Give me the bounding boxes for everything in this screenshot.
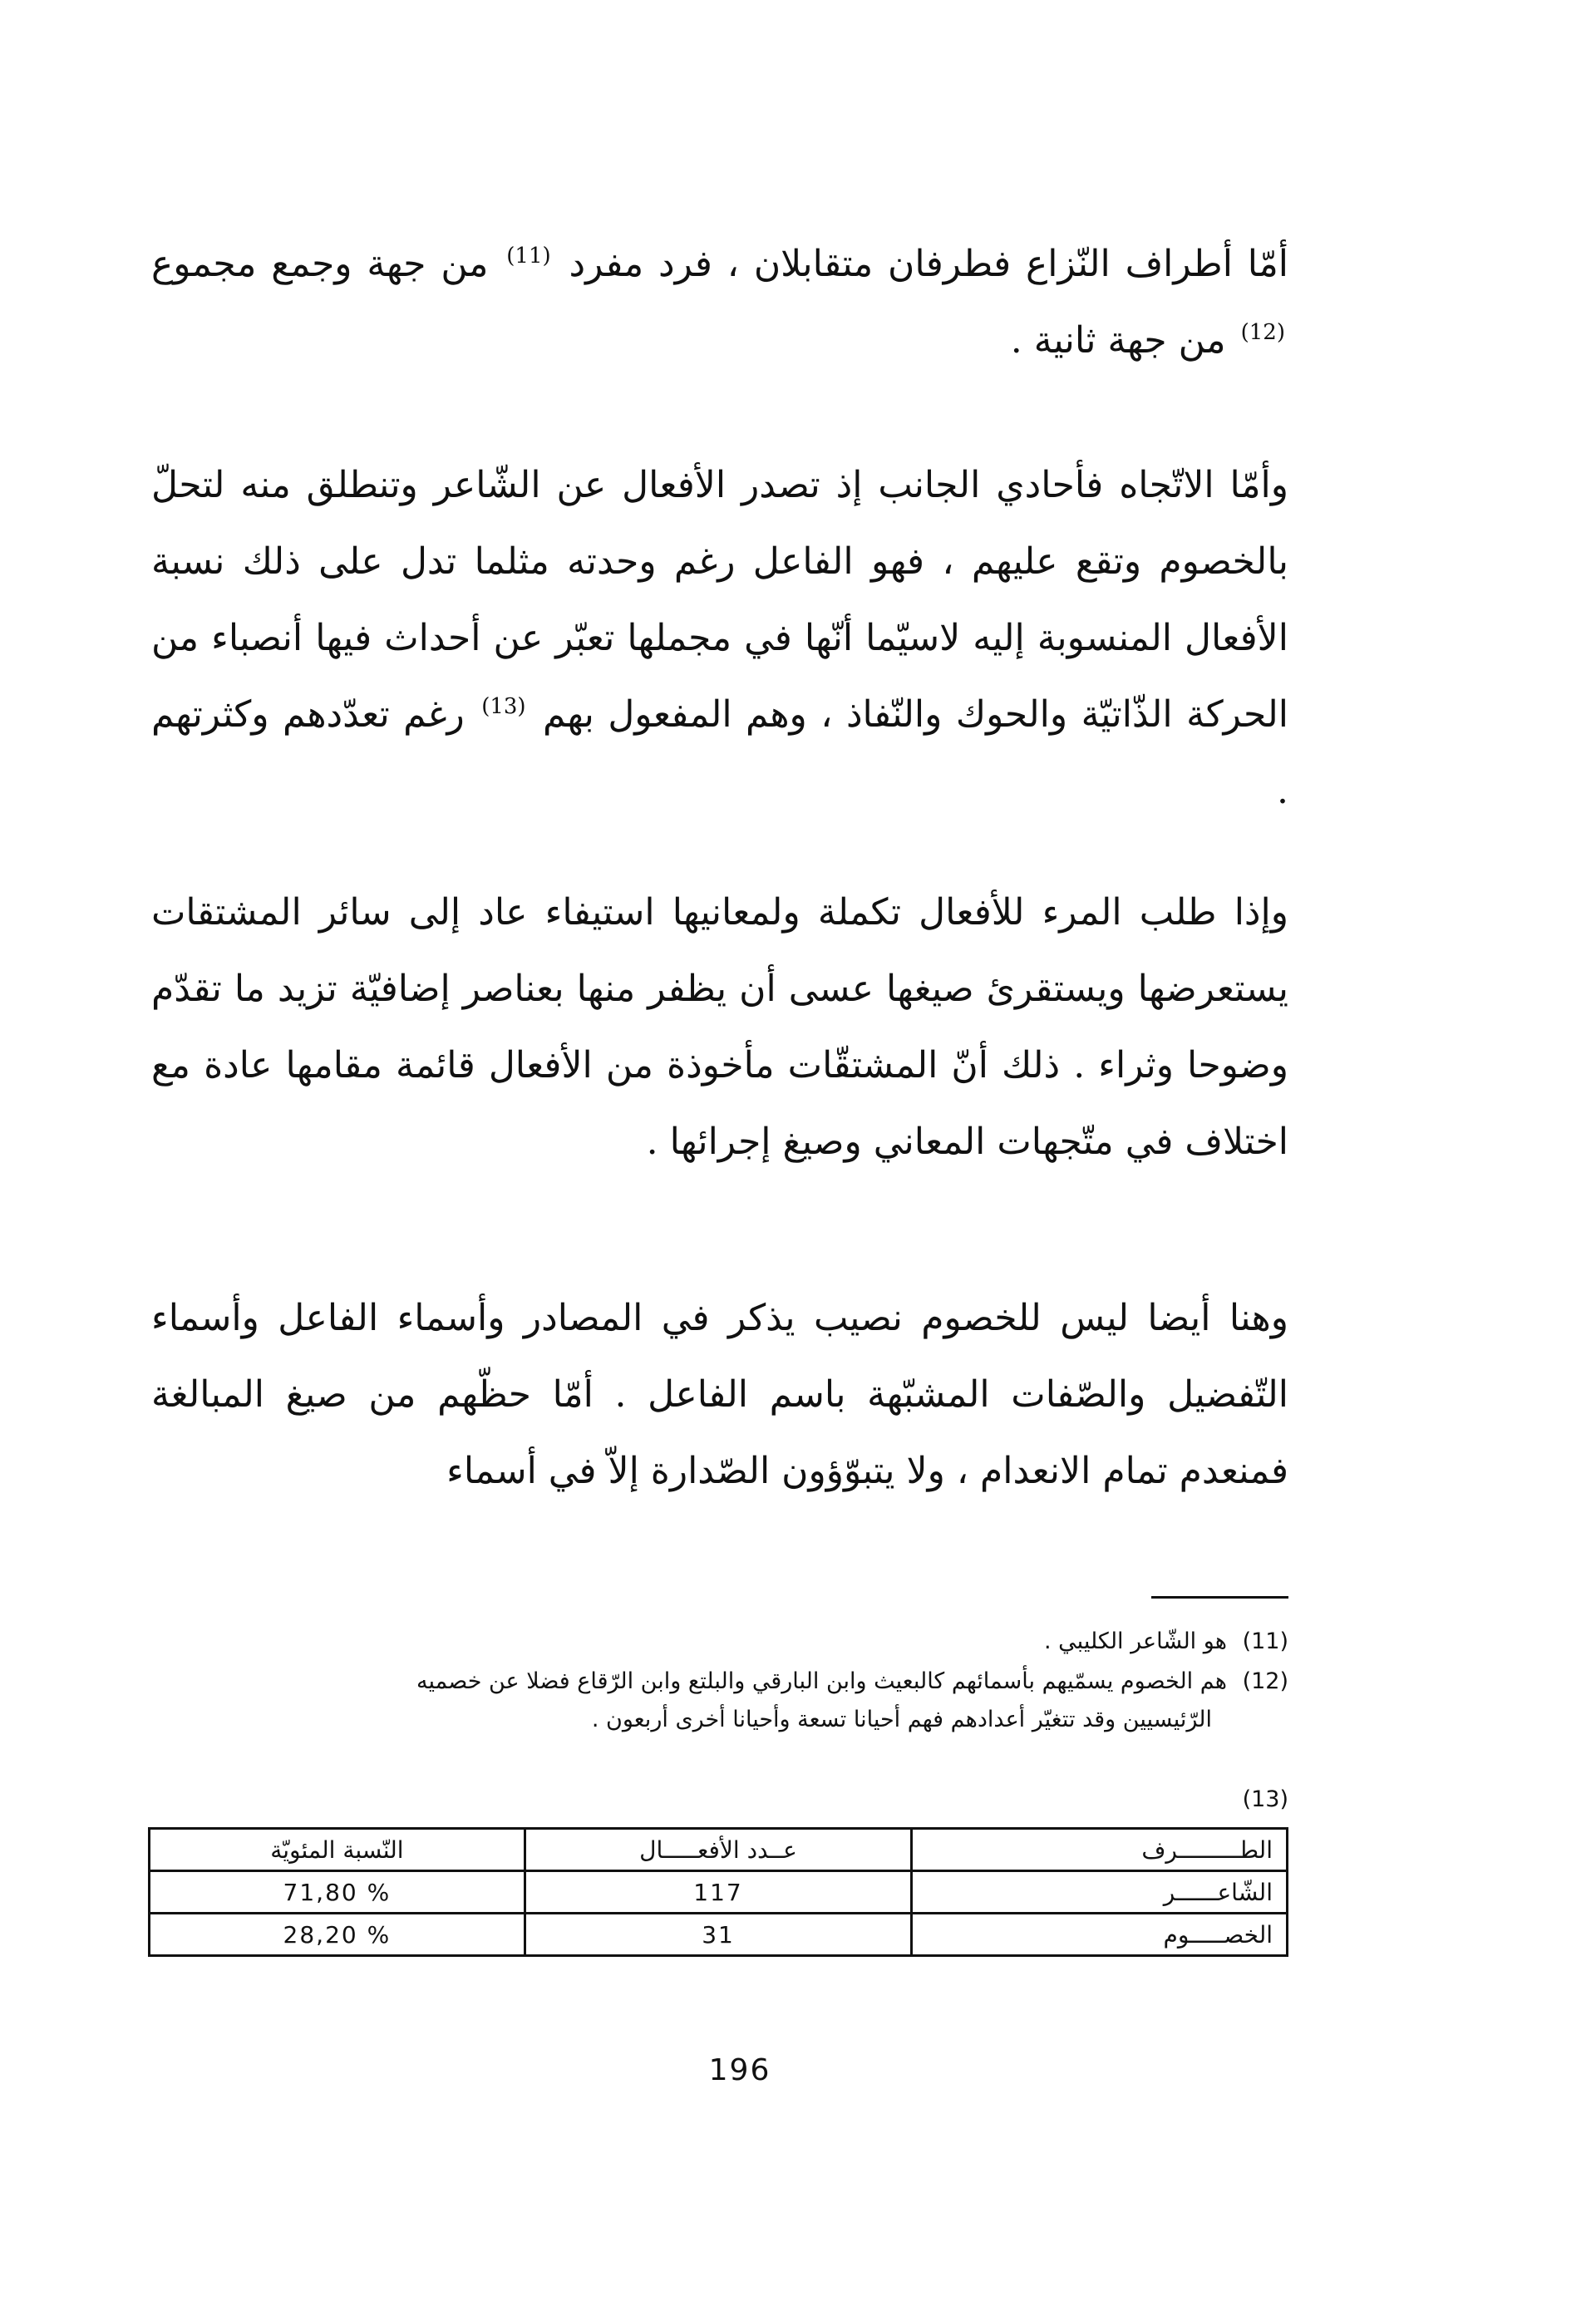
- footnote-ref-11: (11): [506, 244, 551, 269]
- footnote-13-table: [148, 1827, 1288, 1957]
- paragraph-2-text-a: وأمّا الاتّجاه فأحادي الجانب إذ تصدر الأفعال عن الشّاعر وتنطلق منه لتحلّ بالخصوم وتقع عليهم ، فهو الفاعل رغم وحدته مثلما تدل على ذلك نسبة الأفعال المنسوبة إليه لاسيّما أنّها في مجملها تعبّر عن أحداث فيها أنصباء من الحركة الذّاتيّة والحوك والنّفاذ ، وهم المفعول بهم: [151, 464, 1288, 736]
- footnote-11-text: هو الشّاعر الكليبي .: [1044, 1628, 1227, 1654]
- table-header-party: الطـــــــــرف: [912, 1829, 1288, 1871]
- footnote-12-line-1: هم الخصوم يسمّيهم بأسمائهم كالبعيث وابن البارقي والبلتع وابن الرّقاع فضلا عن خصميه: [416, 1668, 1227, 1694]
- paragraph-4: [151, 1280, 1288, 1510]
- page-number: 196: [708, 2053, 771, 2087]
- paragraph-4-text: وهنا أيضا ليس للخصوم نصيب يذكر في المصادر وأسماء الفاعل وأسماء التّفضيل والصّفات المشبّهة باسم الفاعل . أمّا حظّهم من صيغ المبالغة فمنعدم تمام الانعدام ، ولا يتبوّؤون الصّدارة إلاّ في أسماء: [151, 1297, 1288, 1492]
- paragraph-1-text-c: من جهة ثانية .: [1010, 319, 1226, 362]
- table-row: [150, 1871, 1288, 1914]
- footnote-12-number: (12): [1242, 1668, 1288, 1694]
- paragraph-1-text-b: من جهة وجمع مجموع: [151, 243, 489, 285]
- table-cell-percentage: 71,80 %: [150, 1871, 525, 1914]
- footnote-12: [148, 1663, 1288, 1739]
- table-header-percentage: النّسبة المئويّة: [150, 1829, 525, 1871]
- footnote-11-number: (11): [1242, 1628, 1288, 1654]
- table-header-row: [150, 1829, 1288, 1871]
- footnote-12-line-2: الرّئيسيين وقد تتغيّر أعدادهم فهم أحيانا تسعة وأحيانا أخرى أربعون .: [591, 1707, 1212, 1732]
- footnote-separator: [1151, 1596, 1288, 1599]
- paragraph-3: [151, 875, 1288, 1180]
- footnote-ref-12: (12): [1240, 320, 1285, 346]
- paragraph-1-text-a: أمّا أطراف النّزاع فطرفان متقابلان ، فرد مفرد: [569, 243, 1288, 285]
- table-cell-party: الشّاعــــــر: [912, 1871, 1288, 1914]
- table-cell-verb-count: 117: [525, 1871, 911, 1914]
- table-cell-percentage: 28,20 %: [150, 1914, 525, 1956]
- paragraph-2: [151, 447, 1288, 830]
- paragraph-3-text: وإذا طلب المرء للأفعال تكملة ولمعانيها استيفاء عاد إلى سائر المشتقات يستعرضها ويستقرئ صيغها عسى أن يظفر منها بعناصر إضافيّة تزيد ما تقدّم وضوحا وثراء . ذلك أنّ المشتقّات مأخوذة من الأفعال قائمة مقامها عادة مع اختلاف في متّجهات المعاني وصيغ إجرائها .: [151, 891, 1288, 1163]
- footnote-13: [148, 1781, 1288, 1819]
- footnote-13-number: (13): [1242, 1786, 1288, 1812]
- footnote-11: [148, 1623, 1288, 1661]
- table-cell-party: الخصـــــوم: [912, 1914, 1288, 1956]
- paragraph-1: [151, 226, 1288, 379]
- table-header-verb-count: عــدد الأفعـــــال: [525, 1829, 911, 1871]
- table-row: [150, 1914, 1288, 1956]
- table-cell-verb-count: 31: [525, 1914, 911, 1956]
- footnote-ref-13: (13): [481, 694, 526, 720]
- paragraph-2-text-b: رغم تعدّدهم وكثرتهم .: [151, 693, 1288, 812]
